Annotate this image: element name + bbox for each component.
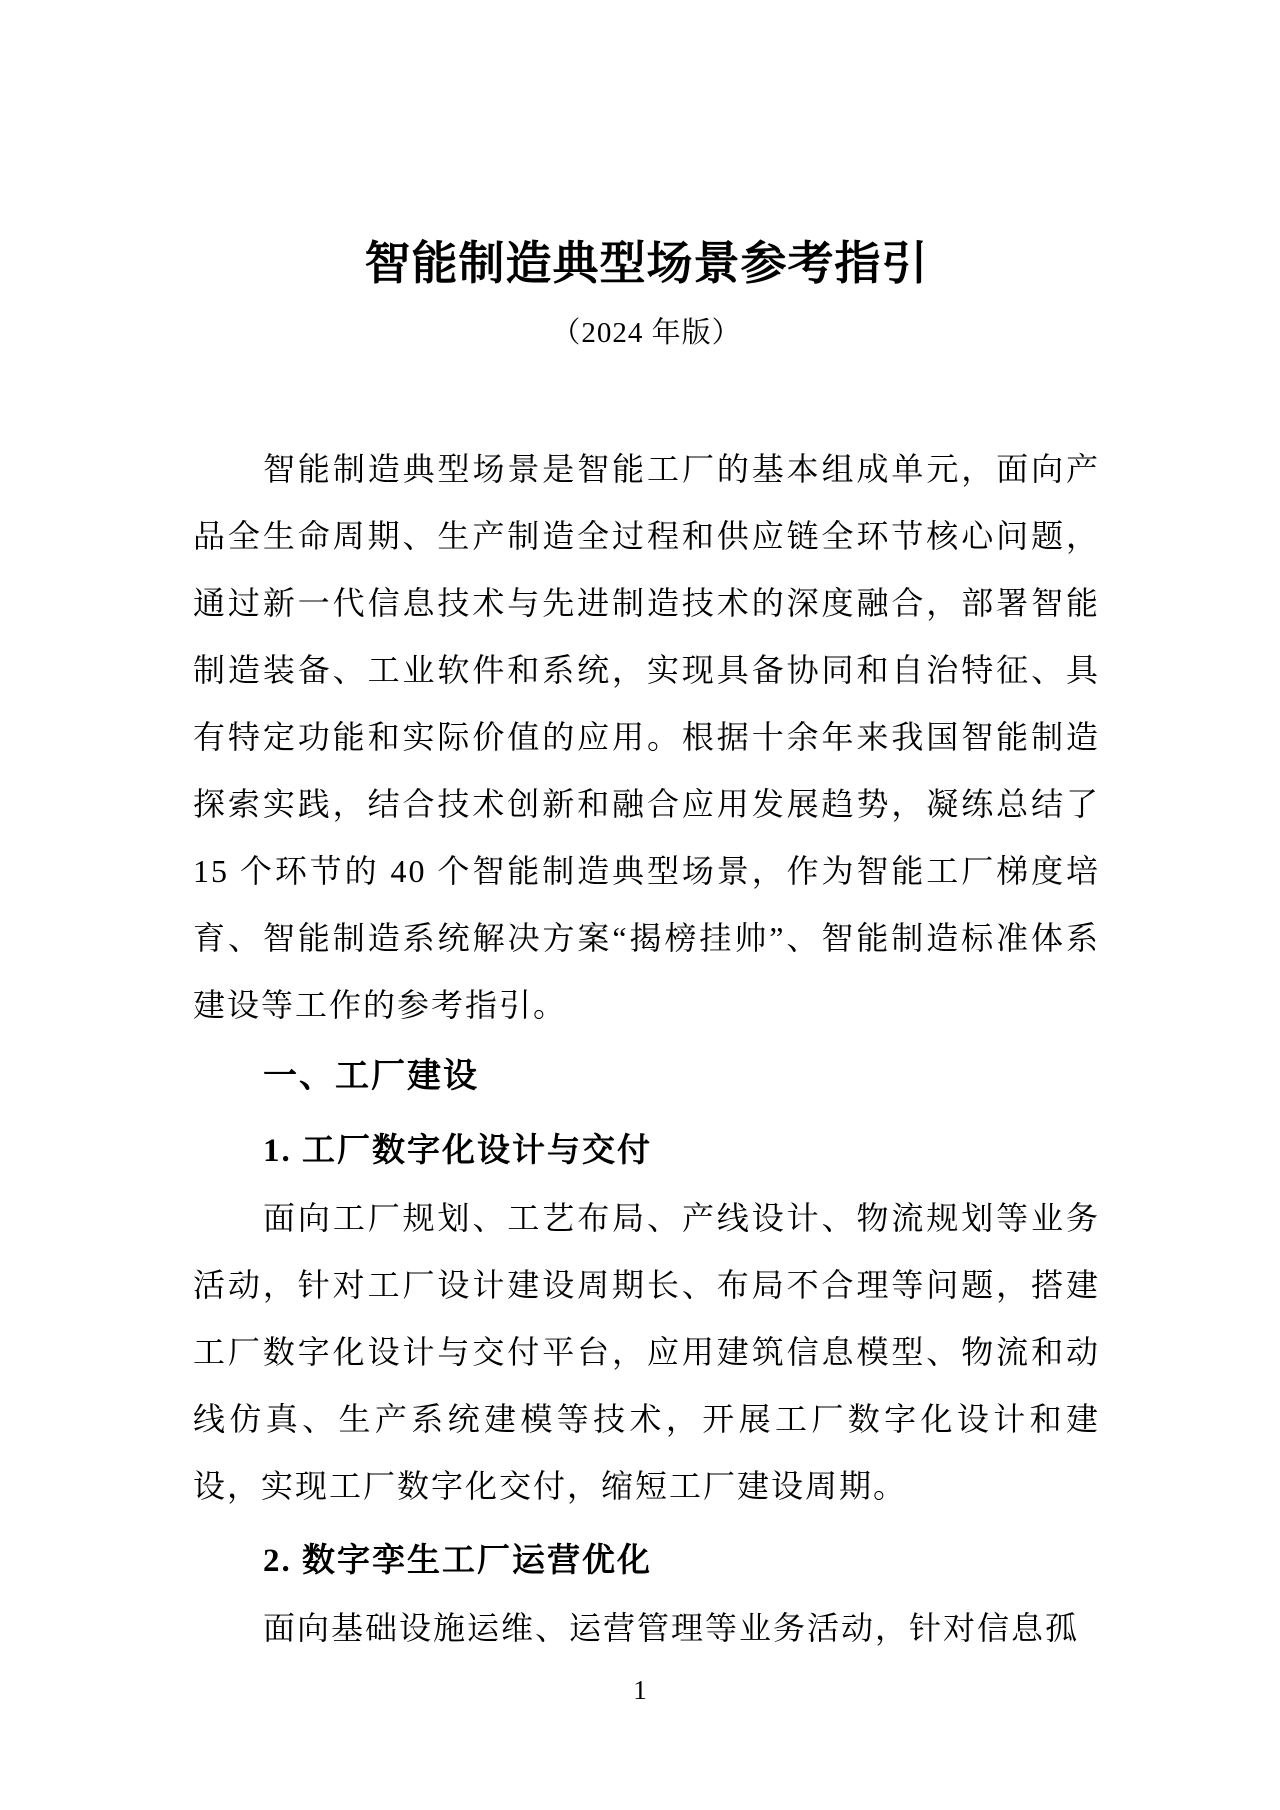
- intro-paragraph: 智能制造典型场景是智能工厂的基本组成单元，面向产品全生命周期、生产制造全过程和供应链全环节核心问题，通过新一代信息技术与先进制造技术的深度融合，部署智能制造装备、工业软件和系统，实现具备协同和自治特征、具有特定功能和实际价值的应用。根据十余年来我国智能制造探索实践，结合技术创新和融合应用发展趋势，凝练总结了 15 个环节的 40 个智能制造典型场景，作为智能工厂梯度培育、智能制造系统解决方案“揭榜挂帅”、智能制造标准体系建设等工作的参考指引。: [193, 451, 1100, 1023]
- subsection-2-heading: 2. 数字孪生工厂运营优化: [263, 1543, 652, 1579]
- subsection-2-body: 面向基础设施运维、运营管理等业务活动，针对信息孤: [263, 1610, 1080, 1646]
- subsection-1-body: 面向工厂规划、工艺布局、产线设计、物流规划等业务活动，针对工厂设计建设周期长、布局不合理等问题，搭建工厂数字化设计与交付平台，应用建筑信息模型、物流和动线仿真、生产系统建模等技术，开展工厂数字化设计和建设，实现工厂数字化交付，缩短工厂建设周期。: [193, 1200, 1100, 1504]
- subsection-1-heading: 1. 工厂数字化设计与交付: [263, 1133, 652, 1169]
- page-number: 1: [633, 1675, 647, 1705]
- document-title: 智能制造典型场景参考指引: [364, 238, 929, 289]
- document-subtitle: （2024 年版）: [551, 317, 742, 349]
- section-1-heading: 一、工厂建设: [263, 1057, 479, 1095]
- document-content: [193, 0, 1100, 1662]
